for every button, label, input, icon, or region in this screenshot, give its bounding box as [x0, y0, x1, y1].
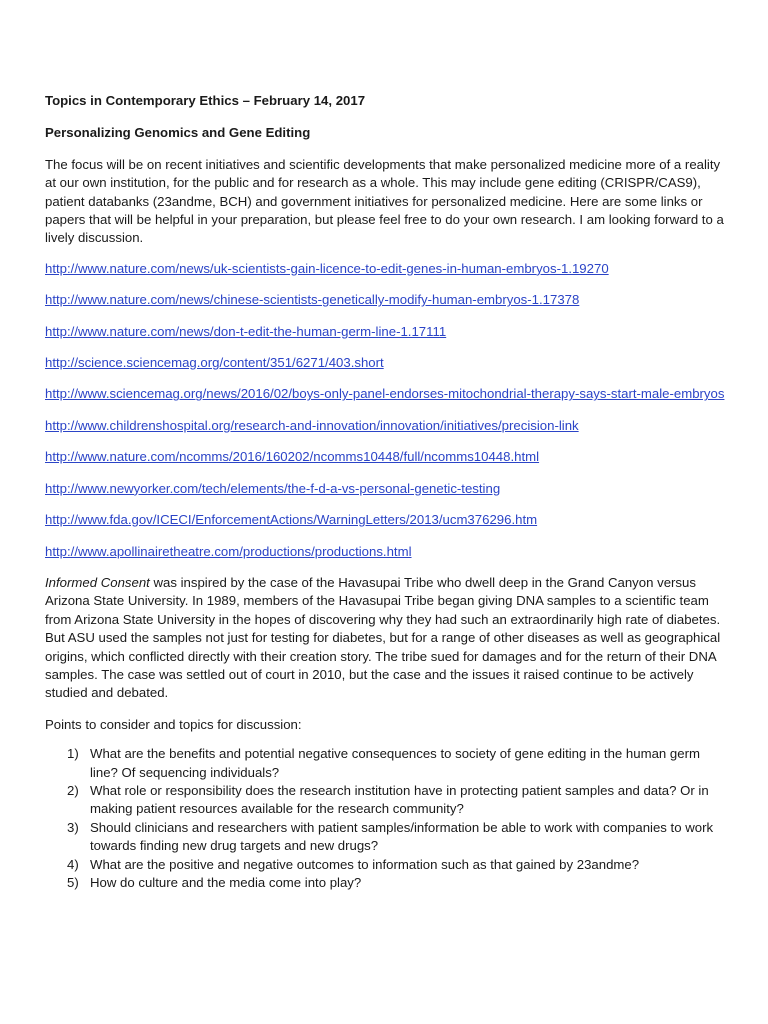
reference-link-7[interactable]: http://www.nature.com/ncomms/2016/160202/ncomms10448/full/ncomms10448.html: [45, 449, 540, 465]
list-item: [45, 323, 725, 341]
point-number: 3): [67, 819, 79, 835]
reference-link-4[interactable]: http://science.sciencemag.org/content/351/6271/403.short: [45, 355, 384, 371]
reference-link-5[interactable]: http://www.sciencemag.org/news/2016/02/boys-only-panel-endorses-mitochondrial-therapy-says-start-male-embryos: [45, 386, 725, 402]
document-page: [45, 92, 725, 892]
list-item: [45, 448, 725, 466]
list-item: [45, 543, 725, 561]
point-number: 4): [67, 856, 79, 872]
point-text: Should clinicians and researchers with patient samples/information be able to work with companies to work towards finding new drug targets and new drugs?: [90, 819, 714, 854]
list-item: [45, 385, 725, 403]
document-title: Topics in Contemporary Ethics – February 14, 2017: [45, 93, 366, 108]
reference-link-9[interactable]: http://www.fda.gov/ICECI/EnforcementActions/WarningLetters/2013/ucm376296.htm: [45, 512, 538, 528]
list-item: [45, 745, 725, 782]
reference-link-10[interactable]: http://www.apollinairetheatre.com/productions/productions.html: [45, 543, 412, 559]
reference-link-6[interactable]: http://www.childrenshospital.org/research-and-innovation/innovation/initiatives/precision-link: [45, 417, 579, 433]
list-item: [45, 417, 725, 435]
intro-paragraph: The focus will be on recent initiatives and scientific developments that make personalized medicine more of a reality at our own institution, for the public and for research as a whole. This may include gene editing (CRISPR/CAS9), patient databanks (23andme, BCH) and government initiatives for personalized medicine. Here are some links or papers that will be helpful in your preparation, but please feel free to do your own research. I am looking forward to a lively discussion.: [45, 156, 724, 246]
list-item: [45, 260, 725, 278]
points-intro: Points to consider and topics for discussion:: [45, 716, 302, 732]
reference-links-list: [45, 260, 725, 561]
list-item: [45, 354, 725, 372]
list-item: [45, 874, 725, 892]
point-text: How do culture and the media come into play?: [90, 875, 362, 890]
point-text: What role or responsibility does the research institution have in protecting patient samples and data? Or in making patient resources available for the research community?: [90, 782, 709, 817]
point-number: 2): [67, 782, 79, 798]
list-item: [45, 819, 725, 856]
reference-link-1[interactable]: http://www.nature.com/news/uk-scientists-gain-licence-to-edit-genes-in-human-embryos-1.19270: [45, 260, 609, 276]
point-number: 5): [67, 875, 79, 890]
point-text: What are the positive and negative outcomes to information such as that gained by 23andme?: [90, 856, 640, 872]
list-item: [45, 291, 725, 309]
list-item: [45, 856, 725, 874]
list-item: [45, 511, 725, 529]
case-title: Informed Consent: [45, 574, 150, 590]
case-text: was inspired by the case of the Havasupai Tribe who dwell deep in the Grand Canyon versus Arizona State University. In 1989, members of the Havasupai Tribe began giving DNA samples to a scientific team from Arizona State University in the hopes of discovering why they had such an extraordinarily high rate of diabetes. But ASU used the samples not just for testing for diabetes, but for a range of other diseases as well as geographical origins, which conflicted directly with their creation story. The tribe sued for damages and for the return of their DNA samples. The case was settled out of court in 2010, but the case and the issues it raised continue to be actively studied and debated.: [45, 574, 721, 701]
list-item: [45, 480, 725, 498]
case-paragraph: [45, 574, 725, 703]
reference-link-3[interactable]: http://www.nature.com/news/don-t-edit-the-human-germ-line-1.17111: [45, 323, 447, 339]
point-number: 1): [67, 746, 79, 762]
point-text: What are the benefits and potential negative consequences to society of gene editing in the human germ line? Of sequencing individuals?: [90, 746, 700, 780]
discussion-points-list: [45, 745, 725, 892]
list-item: [45, 782, 725, 819]
document-subtitle: Personalizing Genomics and Gene Editing: [45, 125, 311, 141]
reference-link-8[interactable]: http://www.newyorker.com/tech/elements/the-f-d-a-vs-personal-genetic-testing: [45, 480, 501, 496]
reference-link-2[interactable]: http://www.nature.com/news/chinese-scientists-genetically-modify-human-embryos-1.17378: [45, 292, 580, 308]
